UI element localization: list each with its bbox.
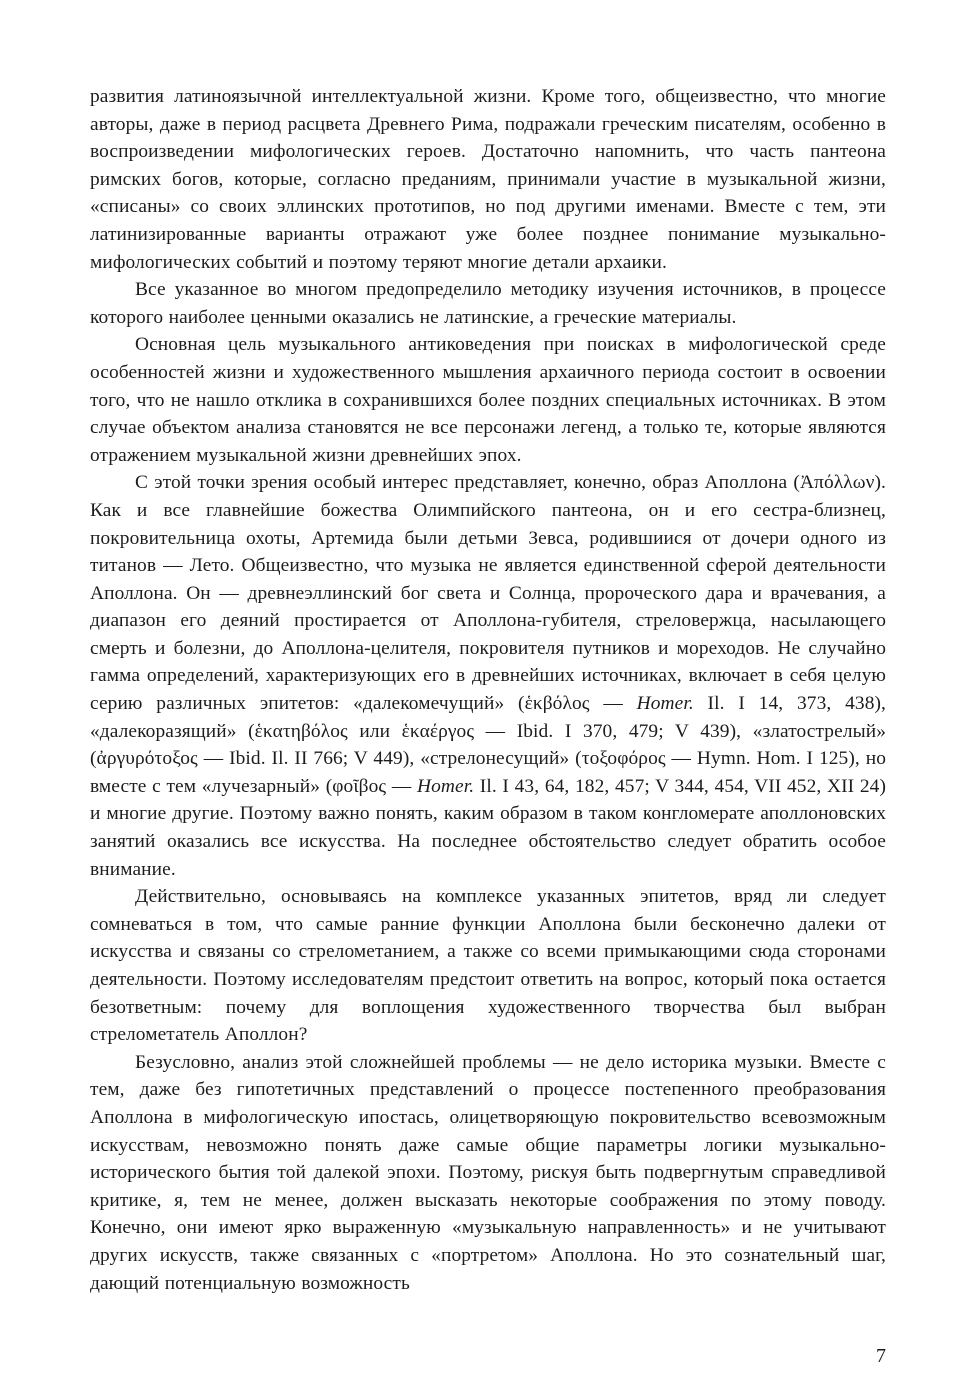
paragraph xyxy=(90,1049,886,1297)
paragraph xyxy=(90,469,886,883)
body-text xyxy=(90,83,886,1297)
text-segment: Действительно, основываясь на комплексе указанных эпитетов, вряд ли следует сомневаться в том, что самые ранние функции Аполлона были бесконечно далеки от искусства и связаны со стрелометанием, а также со всеми примыкающими сюда сторонами деятельности. Поэтому исследователям предстоит ответить на вопрос, который пока остается безответным: почему для воплощения художественного творчества был выбран стрелометатель Аполлон? xyxy=(90,886,886,1046)
text-segment: Все указанное во многом предопределило методику изучения источников, в процессе которого наиболее ценными оказались не латинские, а греческие материалы. xyxy=(90,279,886,328)
paragraph xyxy=(90,883,886,1049)
text-segment: Безусловно, анализ этой сложнейшей проблемы — не дело историка музыки. Вместе с тем, даже без гипотетичных представлений о процессе постепенного преобразования Аполлона в мифологическую ипостась, олицетворяющую покровительство всевозможным искусствам, невозможно понять даже самые общие параметры логики музыкально-исторического бытия той далекой эпохи. Поэтому, рискуя быть подвергнутым справедливой критике, я, тем не менее, должен высказать некоторые соображения по этому поводу. Конечно, они имеют ярко выраженную «музыкальную направленность» и не учитывают других искусств, также связанных с «портретом» Аполлона. Но это сознательный шаг, дающий потенциальную возможность xyxy=(90,1051,886,1294)
paragraph xyxy=(90,276,886,331)
text-segment: развития латиноязычной интеллектуальной жизни. Кроме того, общеизвестно, что многие авторы, даже в период расцвета Древнего Рима, подражали греческим писателям, особенно в воспроизведении мифологических героев. Достаточно напомнить, что часть пантеона римских богов, которые, согласно преданиям, принимали участие в музыкальной жизни, «списаны» со своих эллинских прототипов, но под другими именами. Вместе с тем, эти латинизированные варианты отражают уже более позднее понимание музыкально-мифологических событий и поэтому теряют многие детали архаики. xyxy=(90,86,886,273)
paragraph xyxy=(90,331,886,469)
italic-citation: Homer. xyxy=(417,775,475,797)
text-segment: С этой точки зрения особый интерес представляет, конечно, образ Аполлона (Ἀπόλλων). Как и все главнейшие божества Олимпийского пантеона, он и его сестра-близнец, покровительница охоты, Артемида были детьми Зевса, родившиися от дочери одного из титанов — Лето. Общеизвестно, что музыка не является единственной сферой деятельности Аполлона. Он — древнеэллинский бог света и Солнца, пророческого дара и врачевания, а диапазон его деяний простирается от Аполлона-губителя, стреловержца, насылающего смерть и болезни, до Аполлона-целителя, покровителя путников и мореходов. Не случайно гамма определений, характеризующих его в древнейших источниках, включает в себя целую серию различных эпитетов: «далекомечущий» (ἑκβόλος — xyxy=(90,472,886,715)
text-segment: Il. I 43, 64, 182, 457; V 344, 454, VII 452, XII 24) и многие другие. Поэтому важно понять, каким образом в таком конгломерате аполлоновских занятий оказались все искусства. На последнее обстоятельство следует обратить особое внимание. xyxy=(90,775,886,880)
text-segment: Il. I 14, 373, 438), «далекоразящий» (ἑκατηβόλος или ἑκαέργος — Ibid. I 370, 479; V 439), «златострелый» (ἀργυρότοξος — Ibid. Il. II 766; V 449), «стрелонесущий» (τοξοφόρος — Hymn. Hom. I 125), но вместе с тем «лучезарный» (φοῖβος — xyxy=(90,693,886,797)
page-number: 7 xyxy=(876,1345,886,1367)
text-segment: Основная цель музыкального антиковедения при поисках в мифологической среде особенностей жизни и художественного мышления архаичного периода состоит в освоении того, что не нашло отклика в сохранившихся более поздних специальных источниках. В этом случае объектом анализа становятся не все персонажи легенд, а только те, которые являются отражением музыкальной жизни древнейших эпох. xyxy=(90,334,886,466)
italic-citation: Homer. xyxy=(636,693,694,715)
paragraph xyxy=(90,83,886,276)
